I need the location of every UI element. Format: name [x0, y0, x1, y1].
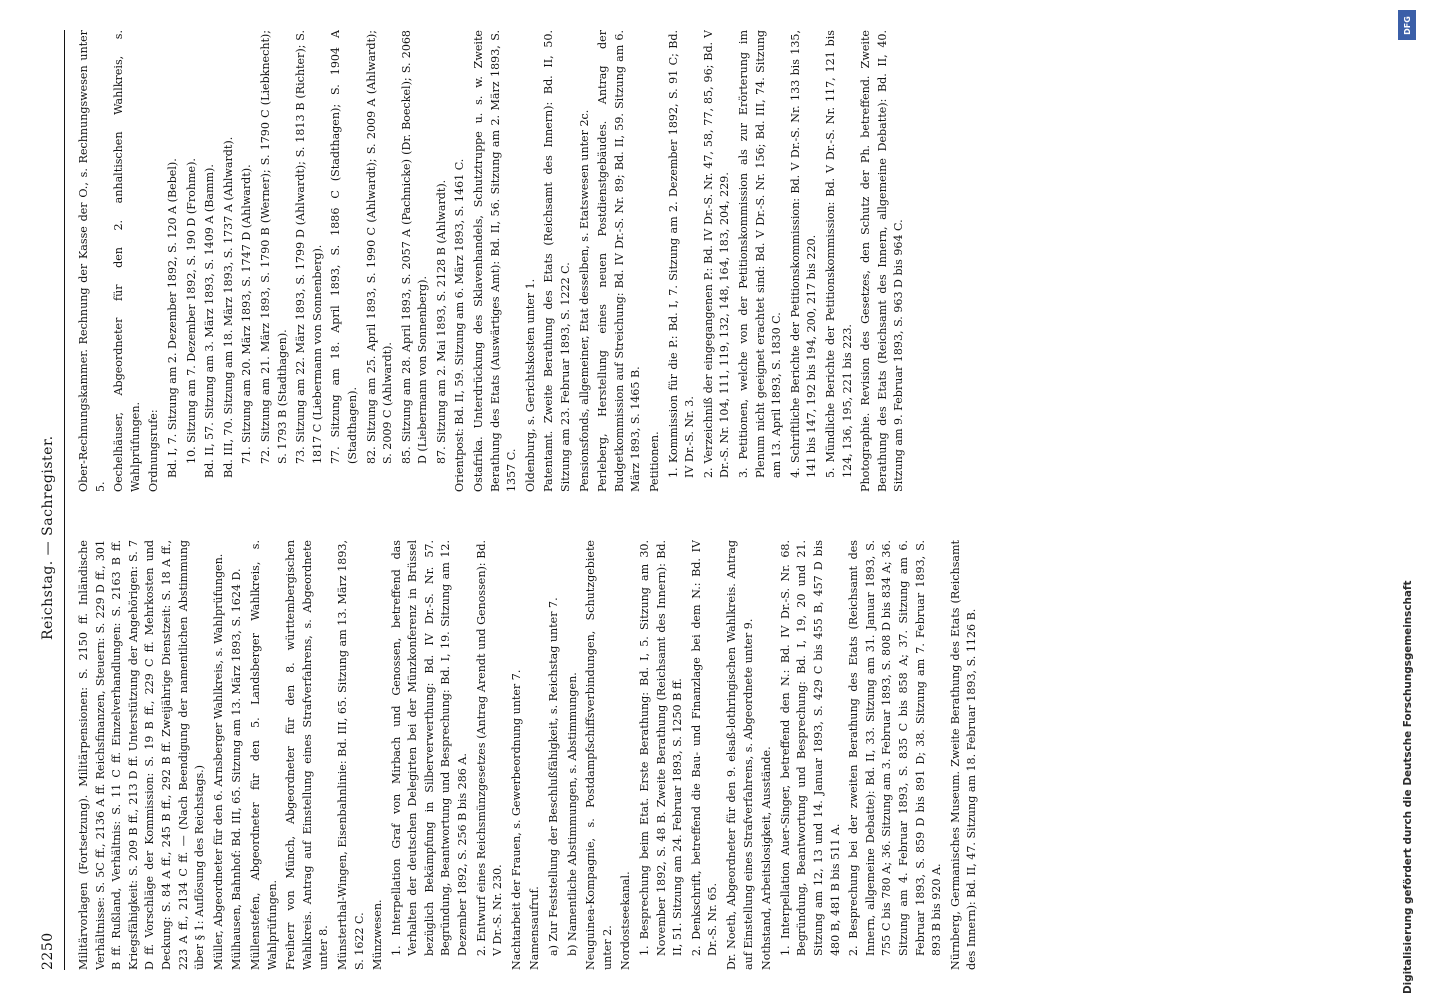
index-entry: Militärvorlagen (Fortsetzung). Militärpensionen: S. 2150 ff. Inländische Verhältnisse: S. 5C ff., 2136 A ff. Reichsfinanzen, Steuern: S. 229 D ff., 301 B ff. Rußland, Verhältnis: S. 11 C ff. Einzelverhandlungen: S. 2163 B ff. Kriegsfähigkeit: S. 209 B ff., 213 D ff. Unterstützung der Angehörigen: S. 7 D ff. Vorschläge der Kommission: S. 19 B ff., 229 C ff. Mehrkosten und Deckung: S. 84 A ff., 245 B ff., 292 B ff. Zweijährige Dienstzeit: S. 18 A ff., 223 A ff., 2134 C ff. — (Nach Beendigung der namentlichen Abstimmung über § 1: Auflösung des Reichstags.) [77, 540, 207, 970]
index-entry-heading: Ordnungsrufe: [147, 409, 161, 492]
index-subentry: 73. Sitzung am 22. März 1893, S. 1799 D (Ahlwardt); S. 1813 B (Richter); S. 1817 C (Liebermann von Sonnenberg). [294, 30, 324, 464]
digitization-credit: Digitalisierung gefördert durch die Deutsche Forschungsgemeinschaft [1402, 580, 1414, 994]
index-entry: Nachtarbeit der Frauen, s. Gewerbeordnung unter 7. [509, 669, 523, 970]
running-title: Reichstag. — Sachregister. [40, 435, 56, 640]
index-subentry: 1. Besprechung beim Etat. Erste Berathung: Bd. I, 5. Sitzung am 30. November 1892, S. 48 B. Zweite Berathung (Reichsamt des Innern): Bd. II, 51. Sitzung am 24. Februar 1893, S. 1250 B ff. [638, 540, 685, 956]
page-number: 2250 [40, 932, 56, 970]
index-subentry: a) Zur Feststellung der Beschlußfähigkeit, s. Reichstag unter 7. [547, 597, 561, 956]
index-entry: Oldenburg, s. Gerichtskosten unter 1. [523, 278, 537, 492]
index-entry: Dr. Noeth, Abgeordneter für den 9. elsaß-lothringischen Wahlkreis. Antrag auf Einstellung eines Strafverfahrens, s. Abgeordnete unter 9. [724, 540, 755, 970]
index-subentry: b) Namentliche Abstimmungen, s. Abstimmungen. [565, 672, 579, 956]
index-subentry: 71. Sitzung am 20. März 1893, S. 1747 D (Ahlwardt). [240, 164, 254, 464]
dfg-logo: DFG [1398, 10, 1416, 40]
index-subentry: 1. Interpellation Auer-Singer, betreffend den N.: Bd. IV Dr.-S. Nr. 68. Begründung, Beantwortung und Besprechung: Bd. I, 19, 20 und 21. Sitzung am 12, 13 und 14. Januar 1893, S. 429 C bis 455 B, 457 D bis 480 B, 481 B bis 511 A. [778, 540, 842, 956]
index-subentry: 10. Sitzung am 7. Dezember 1892, S. 190 D (Frohme). [184, 158, 198, 464]
index-entry: Freiherr von Münch, Abgeordneter für den 8. württembergischen Wahlkreis. Antrag auf Einstellung eines Strafverfahrens, s. Abgeordnete unter 8. [284, 540, 331, 970]
index-subentry: 77. Sitzung am 18. April 1893, S. 1886 C (Stadthagen); S. 1904 A (Stadthagen). [329, 30, 359, 464]
page-header [40, 30, 64, 970]
left-column [76, 540, 1366, 970]
index-entry-heading: Münzwesen. [371, 899, 385, 970]
index-subentry: Bd. I, 7. Sitzung am 2. Dezember 1892, S. 120 A (Bebel). [165, 158, 179, 478]
index-subentry: 3. Petitionen, welche von der Petitionskommission als zur Erörterung im Plenum nicht geeignet erachtet sind: Bd. V Dr.-S. Nr. 156; Bd. III, 74. Sitzung am 13. April 1893, S. 1830 C. [736, 30, 784, 478]
index-entry: Müllenstefen, Abgeordneter für den 5. Landsberger Wahlkreis, s. Wahlprüfungen. [248, 540, 279, 970]
index-entry: Münsterthal-Wingen, Eisenbahnlinie: Bd. III, 65. Sitzung am 13. März 1893, S. 1622 C. [335, 540, 366, 970]
index-entry-heading: Nordostseekanal. [619, 871, 633, 970]
index-entry: Photographie. Revision des Gesetzes, den Schutz der Ph. betreffend. Zweite Berathung des Etats (Reichsamt des Innern, allgemeine Debatte): Bd. II, 40. Sitzung am 9. Februar 1893, S. 963 D bis 964 C. [859, 30, 906, 492]
index-entry: Perleberg, Herstellung eines neuen Postdienstgebäudes. Antrag der Budgetkommission auf Streichung: Bd. IV Dr.-S. Nr. 89; Bd. II, 59. Sitzung am 6. März 1893, S. 1465 B. [596, 30, 643, 492]
rotated-page-content [40, 30, 1380, 970]
index-subentry: 85. Sitzung am 28. April 1893, S. 2057 A (Pachnicke) (Dr. Boeckel); S. 2068 D (Liebermann von Sonnenberg). [399, 30, 430, 464]
index-subentry: Bd. III, 70. Sitzung am 18. März 1893, S. 1737 A (Ahlwardt). [221, 136, 235, 478]
index-entry-heading: Namensaufruf. [528, 886, 542, 970]
index-subentry: 82. Sitzung am 25. April 1893, S. 1990 C (Ahlwardt); S. 2009 A (Ahlwardt); S. 2009 C (Ahlwardt). [364, 30, 395, 464]
index-entry-heading: Nothstand, Arbeitslosigkeit, Ausstände. [760, 746, 774, 970]
index-entry: Patentamt. Zweite Berathung des Etats (Reichsamt des Innern): Bd. II, 50. Sitzung am 23. Februar 1893, S. 1222 C. [542, 30, 573, 492]
index-subentry: 2. Entwurf eines Reichsmünzgesetzes (Antrag Arendt und Genossen): Bd. V Dr.-S. Nr. 230. [474, 540, 505, 956]
index-subentry: 2. Besprechung bei der zweiten Berathung des Etats (Reichsamt des Innern, allgemeine Debatte): Bd. II, 33. Sitzung am 31. Januar 1893, S. 755 C bis 780 A; 36. Sitzung am 3. Februar 1893, S. 808 D bis 834 A; 36. Sitzung am 4. Februar 1893, S. 835 C bis 858 A; 37. Sitzung am 6. Februar 1893, S. 859 D bis 891 D; 38. Sitzung am 7. Februar 1893, S. 893 B bis 920 A. [847, 540, 944, 956]
index-subentry: 2. Verzeichniß der eingegangenen P.: Bd. IV Dr.-S. Nr. 47, 58, 77, 85, 96; Bd. V Dr.-S. Nr. 104, 111, 119, 132, 148, 164, 183, 204, 229. [701, 30, 732, 478]
index-subentry: 87. Sitzung am 2. Mai 1893, S. 2128 B (Ahlwardt). [434, 179, 448, 464]
index-subentry: 72. Sitzung am 21. März 1893, S. 1790 B (Werner); S. 1790 C (Liebknecht); S. 1793 B (Stadthagen). [258, 30, 289, 464]
index-entry: Oechelhäuser, Abgeordneter für den 2. anhaltischen Wahlkreis, s. Wahlprüfungen. [112, 30, 142, 492]
index-entry: Nürnberg, Germanisches Museum. Zweite Berathung des Etats (Reichsamt des Innern): Bd. II, 47. Sitzung am 18. Februar 1893, S. 1126 B. [948, 540, 979, 970]
index-entry: Ostafrika. Unterdrückung des Sklavenhandels, Schutztruppe u. s. w. Zweite Berathung des Etats (Auswärtiges Amt): Bd. II, 56. Sitzung am 2. März 1893, S. 1357 C. [472, 30, 519, 492]
index-entry: Müller, Abgeordneter für den 6. Arnsberger Wahlkreis, s. Wahlprüfungen. [211, 553, 225, 970]
right-column [76, 30, 1366, 492]
index-subentry: 2. Denkschrift, betreffend die Bau- und Finanzlage bei dem N.: Bd. IV Dr.-S. Nr. 65. [689, 540, 720, 956]
index-entry: Mülhausen, Bahnhof: Bd. III, 65. Sitzung am 13. März 1893, S. 1624 D. [230, 568, 244, 970]
index-subentry: Bd. II, 57. Sitzung am 3. März 1893, S. 1409 A (Bamm). [203, 164, 217, 478]
index-subentry: 4. Schriftliche Berichte der Petitionskommission: Bd. V Dr.-S. Nr. 133 bis 135, 141 bis 147, 192 bis 194, 200, 217 bis 220. [788, 30, 819, 478]
dfg-sidebar [1394, 4, 1430, 996]
index-subentry: 1. Interpellation Graf von Mirbach und Genossen, betreffend das Verhalten der deutschen Delegirten bei der Münzkonferenz in Brüssel bezüglich Bekämpfung in Silberverwerthung: Bd. IV Dr.-S. Nr. 57. Begründung, Beantwortung und Besprechung: Bd. I, 19. Sitzung am 12. Dezember 1892, S. 256 B bis 286 A. [389, 540, 470, 956]
index-subentry: 5. Mündliche Berichte der Petitionskommission: Bd. V Dr.-S. Nr. 117, 121 bis 124, 136, 195, 221 bis 223. [823, 30, 854, 478]
index-entry: Ober-Rechnungskammer. Rechnung der Kasse der O., s. Rechnungswesen unter 5. [77, 30, 107, 492]
header-rule [64, 30, 65, 970]
index-entry: Orientpost: Bd. II, 59. Sitzung am 6. März 1893, S. 1461 C. [453, 158, 467, 492]
index-entry: Neuguinea-Kompagnie, s. Postdampfschiffsverbindungen, Schutzgebiete unter 2. [584, 540, 614, 970]
index-entry-heading: Petitionen. [648, 431, 661, 492]
index-entry: Pensionsfonds, allgemeiner, Etat desselben, s. Etatswesen unter 2c. [577, 109, 591, 492]
index-subentry: 1. Kommission für die P.: Bd. I, 7. Sitzung am 2. Dezember 1892, S. 91 C; Bd. IV Dr.-S. Nr. 3. [666, 30, 697, 478]
